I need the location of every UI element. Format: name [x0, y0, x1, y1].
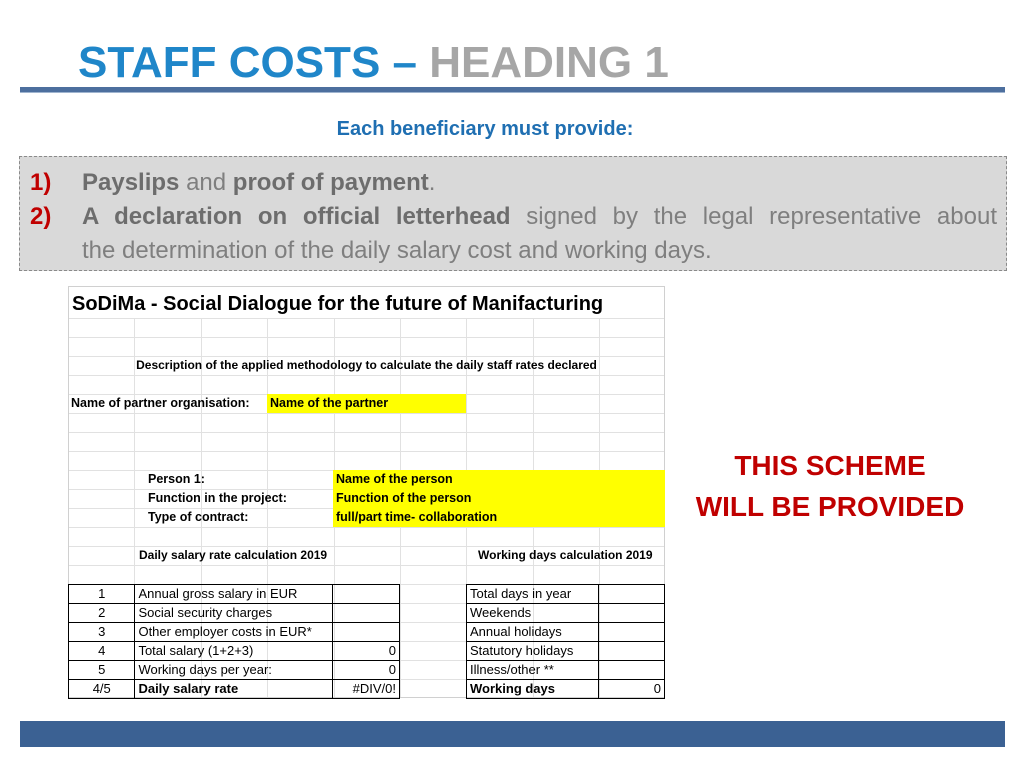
row-label: Annual holidays: [467, 623, 599, 642]
declaration-rest: signed by the legal representative about: [510, 203, 997, 230]
payslips-text: Payslips: [82, 169, 180, 196]
partner-value[interactable]: Name of the partner: [270, 396, 389, 410]
declaration-text: A declaration on official letterhead: [82, 203, 511, 230]
salary-row: [69, 623, 400, 642]
scheme-note: [690, 445, 970, 527]
row-label: Daily salary rate: [135, 680, 333, 699]
footer-bar: [20, 721, 1005, 747]
row-number: 4: [69, 642, 135, 661]
salary-heading: Daily salary rate calculation 2019: [139, 548, 328, 562]
row-value[interactable]: 0: [333, 661, 400, 680]
sheet-title: SoDiMa - Social Dialogue for the future of Manifacturing: [72, 293, 604, 315]
scheme-line-1: THIS SCHEME: [734, 450, 926, 481]
person-label: Person 1:: [148, 472, 205, 486]
function-label: Function in the project:: [148, 491, 287, 505]
days-table: [466, 584, 665, 699]
row-value[interactable]: [598, 604, 664, 623]
requirement-number: 1): [30, 169, 52, 196]
row-label: Statutory holidays: [467, 642, 599, 661]
row-value[interactable]: [598, 585, 664, 604]
person-value[interactable]: Name of the person: [336, 472, 453, 486]
salary-table: [68, 584, 400, 699]
days-heading: Working days calculation 2019: [478, 548, 653, 562]
proof-text: proof of payment: [232, 169, 429, 196]
days-row: [467, 604, 665, 623]
partner-label: Name of partner organisation:: [71, 396, 250, 410]
salary-row: [69, 604, 400, 623]
salary-row: [69, 661, 400, 680]
title-heading: HEADING 1: [429, 38, 669, 87]
row-value[interactable]: [598, 661, 664, 680]
row-number: 1: [69, 585, 135, 604]
row-value[interactable]: [333, 585, 400, 604]
row-number: 4/5: [69, 680, 135, 699]
contract-value[interactable]: full/part time- collaboration: [336, 510, 498, 524]
row-label: Working days: [467, 680, 599, 699]
title-divider: [20, 87, 1005, 93]
row-value[interactable]: [333, 604, 400, 623]
row-label: Total salary (1+2+3): [135, 642, 333, 661]
row-number: 2: [69, 604, 135, 623]
and-text: and: [179, 169, 233, 196]
row-label: Other employer costs in EUR*: [135, 623, 333, 642]
period-text: .: [428, 169, 436, 196]
row-value[interactable]: [598, 623, 664, 642]
row-label: Total days in year: [467, 585, 599, 604]
salary-row: [69, 642, 400, 661]
requirement-1: [82, 166, 435, 200]
function-value[interactable]: Function of the person: [336, 491, 472, 505]
days-row: [467, 661, 665, 680]
row-value[interactable]: [333, 623, 400, 642]
row-label: Illness/other **: [467, 661, 599, 680]
salary-row: [69, 585, 400, 604]
requirement-number: 2): [30, 203, 52, 230]
requirement-2: [82, 200, 997, 234]
contract-label: Type of contract:: [148, 510, 249, 524]
subtitle: Each beneficiary must provide:: [336, 118, 634, 140]
days-row: [467, 642, 665, 661]
row-label: Weekends: [467, 604, 599, 623]
row-value[interactable]: 0: [598, 680, 664, 699]
days-row: [467, 623, 665, 642]
row-value[interactable]: #DIV/0!: [333, 680, 400, 699]
spreadsheet-preview: [68, 286, 665, 698]
days-row: [467, 680, 665, 699]
scheme-line-2: WILL BE PROVIDED: [695, 491, 965, 522]
row-number: 3: [69, 623, 135, 642]
row-value[interactable]: [598, 642, 664, 661]
requirement-2-continued: the determination of the daily salary cost and working days.: [82, 237, 712, 264]
row-label: Annual gross salary in EUR: [135, 585, 333, 604]
salary-row: [69, 680, 400, 699]
sheet-description: Description of the applied methodology to calculate the daily staff rates declared: [136, 358, 597, 372]
page-title: [78, 38, 669, 88]
days-row: [467, 585, 665, 604]
row-label: Social security charges: [135, 604, 333, 623]
row-number: 5: [69, 661, 135, 680]
requirements-box: [19, 156, 1007, 271]
row-label: Working days per year:: [135, 661, 333, 680]
row-value[interactable]: 0: [333, 642, 400, 661]
title-main: STAFF COSTS –: [78, 38, 417, 87]
